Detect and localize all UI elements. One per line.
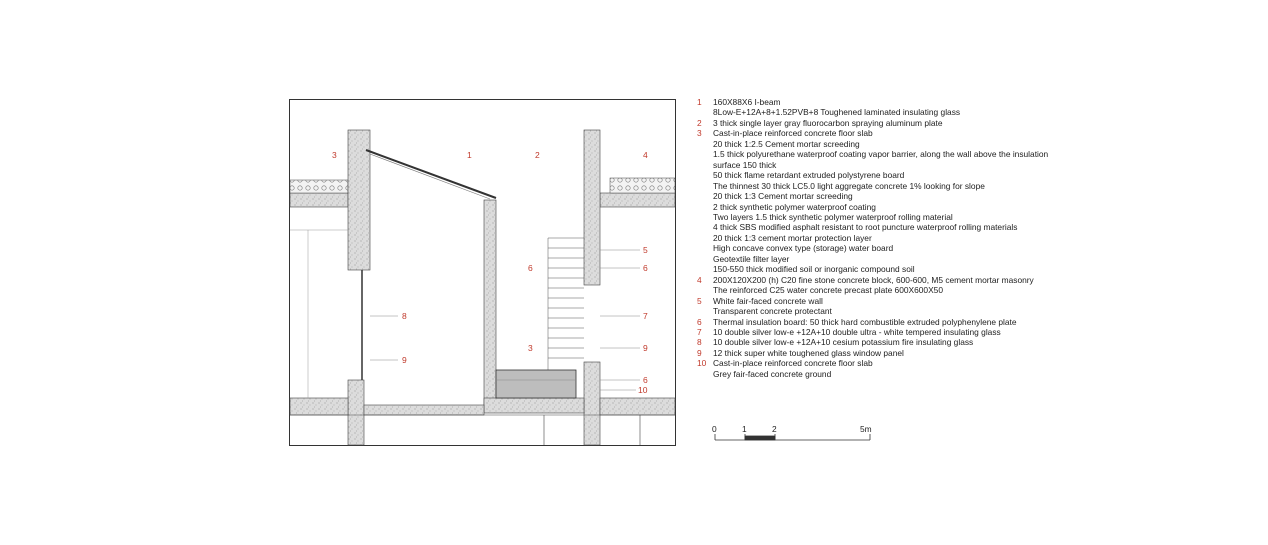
callout-6-right: 6	[643, 263, 648, 273]
legend-item-text: 150-550 thick modified soil or inorganic compound soil	[713, 264, 915, 275]
legend-item	[697, 160, 1077, 170]
callout-7: 7	[643, 311, 648, 321]
legend-item-text: 200X120X200 (h) C20 fine stone concrete block, 600-600, M5 cement mortar masonry	[713, 274, 1034, 285]
legend-item-number: 7	[697, 326, 702, 337]
legend-item-number: 9	[697, 347, 702, 358]
legend-item-number	[697, 306, 713, 316]
legend-item	[697, 139, 1077, 149]
callout-9-left: 9	[402, 355, 407, 365]
legend-item-number	[697, 222, 713, 232]
pit-wall-left	[484, 200, 496, 405]
legend-item-number	[697, 191, 713, 201]
wall-left-lower	[348, 380, 364, 445]
legend-item-number	[697, 181, 713, 191]
scale-label-0: 0	[712, 424, 717, 434]
water-basin	[496, 370, 576, 398]
legend-item-number	[697, 285, 713, 295]
legend-item-number: 5	[697, 295, 702, 306]
legend-item-number	[697, 243, 713, 253]
callout-6-mid: 6	[528, 263, 533, 273]
legend-item-number	[697, 160, 713, 170]
legend-item-text: 20 thick 1:2.5 Cement mortar screeding	[713, 138, 860, 149]
wall-right	[584, 130, 600, 285]
callout-4: 4	[643, 150, 648, 160]
legend-item-text: Geotextile filter layer	[713, 253, 790, 264]
legend-item-number: 10	[697, 358, 707, 369]
legend-item	[697, 306, 1077, 316]
roof-insulation-right	[610, 178, 675, 193]
legend-item	[697, 233, 1077, 243]
legend-item-text: 160X88X6 I-beam	[713, 97, 781, 107]
legend-item-text: High concave convex type (storage) water board	[713, 243, 894, 254]
legend-item-number: 3	[697, 128, 702, 139]
callout-1: 1	[467, 150, 472, 160]
legend-item-text: 10 double silver low-e +12A+10 cesium potassium fire insulating glass	[713, 337, 974, 348]
legend-item-number: 8	[697, 337, 702, 348]
legend-item	[697, 107, 1077, 117]
skylight-frame	[370, 154, 490, 199]
floor-slab-mid	[364, 405, 484, 415]
legend-item	[697, 296, 1077, 306]
legend-item	[697, 149, 1077, 159]
legend-item-text: 8Low-E+12A+8+1.52PVB+8 Toughened laminated insulating glass	[713, 107, 961, 118]
callout-5: 5	[643, 245, 648, 255]
legend-item-text: Cast-in-place reinforced concrete floor slab	[713, 128, 873, 139]
stair	[548, 238, 584, 370]
legend-item	[697, 285, 1077, 295]
legend-item-number	[697, 139, 713, 149]
pit-floor	[484, 398, 584, 413]
legend-item-text: The reinforced C25 water concrete precast plate 600X600X50	[713, 285, 943, 296]
legend-item-number	[697, 264, 713, 274]
legend-item-text: Two layers 1.5 thick synthetic polymer waterproof rolling material	[713, 211, 953, 222]
legend-item-text: 50 thick flame retardant extruded polystyrene board	[713, 170, 905, 181]
scale-label-1: 1	[742, 424, 747, 434]
legend-item	[697, 202, 1077, 212]
legend-item	[697, 128, 1077, 138]
roof-insulation-left	[290, 180, 348, 193]
skylight-glass	[366, 150, 496, 198]
legend-item-text: 2 thick synthetic polymer waterproof coating	[713, 201, 876, 212]
legend-item-number	[697, 233, 713, 243]
legend-item-text: 12 thick super white toughened glass window panel	[713, 347, 904, 358]
legend-item-number	[697, 254, 713, 264]
legend-item	[697, 170, 1077, 180]
legend-item-number	[697, 369, 713, 379]
legend-item	[697, 327, 1077, 337]
legend-item-text: 20 thick 1:3 Cement mortar screeding	[713, 191, 853, 202]
callout-6-low: 6	[643, 375, 648, 385]
legend-item	[697, 118, 1077, 128]
drawing-frame	[290, 100, 676, 446]
floor-slab-left	[290, 398, 348, 415]
legend-item	[697, 275, 1077, 285]
legend-item	[697, 317, 1077, 327]
legend-item-text: surface 150 thick	[713, 159, 777, 170]
legend-item-number: 1	[697, 97, 702, 107]
legend-item-text: White fair-faced concrete wall	[713, 295, 823, 306]
legend-item	[697, 254, 1077, 264]
roof-slab-left	[290, 193, 348, 207]
callout-9-right: 9	[643, 343, 648, 353]
legend-item	[697, 348, 1077, 358]
callout-3-left: 3	[332, 150, 337, 160]
legend-item	[697, 222, 1077, 232]
legend-item-number: 6	[697, 316, 702, 327]
legend-item	[697, 191, 1077, 201]
floor-slab-right	[600, 398, 675, 415]
legend-item-number: 4	[697, 274, 702, 285]
legend-item	[697, 337, 1077, 347]
legend-item-text: 1.5 thick polyurethane waterproof coating vapor barrier, along the wall above the insulation	[713, 149, 1049, 160]
legend-item	[697, 212, 1077, 222]
callout-2: 2	[535, 150, 540, 160]
legend-item	[697, 264, 1077, 274]
legend-item-number	[697, 107, 713, 117]
legend-item-number	[697, 202, 713, 212]
legend-item-text: 20 thick 1:3 cement mortar protection layer	[713, 232, 872, 243]
legend-item	[697, 181, 1077, 191]
legend-item	[697, 358, 1077, 368]
callout-3-mid: 3	[528, 343, 533, 353]
legend-item-text: 4 thick SBS modified asphalt resistant to root puncture waterproof rolling materials	[713, 222, 1018, 233]
scale-label-2: 2	[772, 424, 777, 434]
scale-bar	[715, 434, 870, 440]
legend-item-text: Cast-in-place reinforced concrete floor slab	[713, 358, 873, 369]
wall-right-lower	[584, 362, 600, 445]
legend-item	[697, 369, 1077, 379]
legend-item-text: The thinnest 30 thick LC5.0 light aggregate concrete 1% looking for slope	[713, 180, 985, 191]
callout-8: 8	[402, 311, 407, 321]
legend-item-number	[697, 212, 713, 222]
legend-item-text: Grey fair-faced concrete ground	[713, 368, 832, 379]
roof-slab-right	[600, 193, 675, 207]
legend-list	[697, 97, 1077, 379]
legend-item-text: Thermal insulation board: 50 thick hard combustible extruded polyphenylene plate	[713, 316, 1017, 327]
legend-item-text: 3 thick single layer gray fluorocarbon spraying aluminum plate	[713, 117, 943, 128]
scale-label-5m: 5m	[860, 424, 872, 434]
legend-item-number	[697, 170, 713, 180]
legend-item-number: 2	[697, 117, 702, 128]
legend-item-text: 10 double silver low-e +12A+10 double ultra - white tempered insulating glass	[713, 326, 1001, 337]
legend-item	[697, 97, 1077, 107]
legend-item-text: Transparent concrete protectant	[713, 306, 832, 317]
legend-item	[697, 243, 1077, 253]
callout-10: 10	[638, 385, 648, 395]
legend-item-number	[697, 149, 713, 159]
